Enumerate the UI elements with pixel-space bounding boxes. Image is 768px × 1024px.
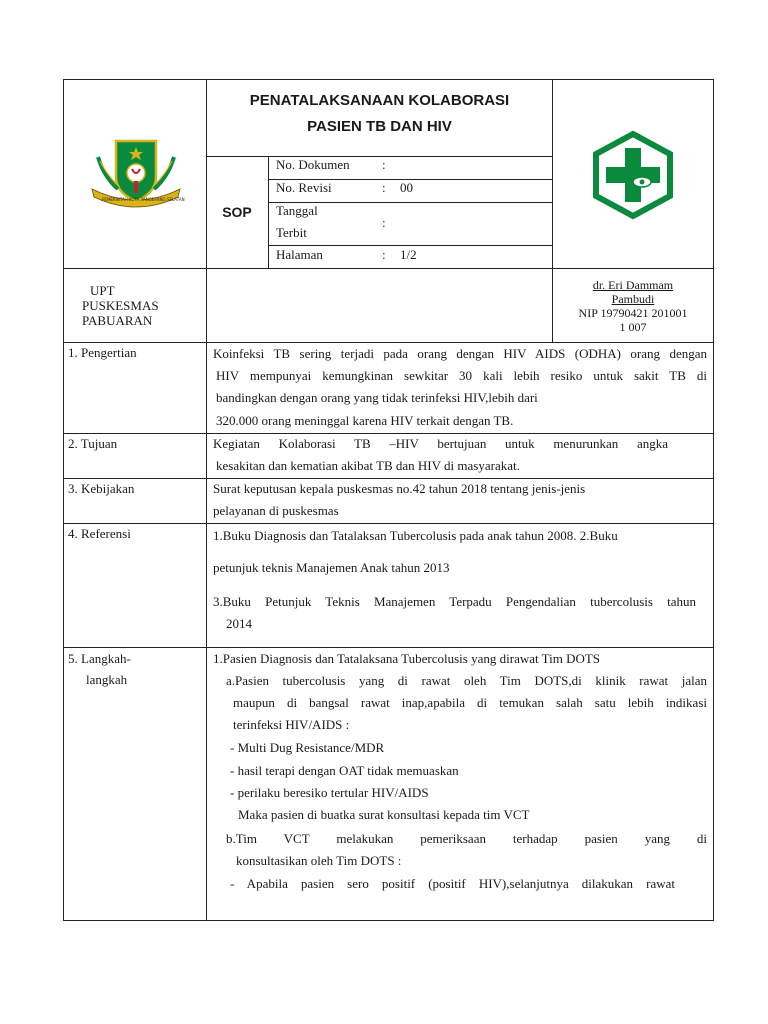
kebijakan-line-1: Surat keputusan kepala puskesmas no.42 tahun 2018 tentang jenis-jenis <box>213 481 586 496</box>
langkah-line-5: - Multi Dug Resistance/MDR <box>230 740 385 755</box>
header-end-divider <box>63 342 714 343</box>
referensi-line-1: 1.Buku Diagnosis dan Tatalaksan Tubercolusis pada anak tahun 2008. 2.Buku <box>213 528 618 543</box>
pengertian-line-1: Koinfeksi TB sering terjadi pada orang dengan HIV AIDS (ODHA) orang dengan <box>213 346 707 361</box>
signer-name-2: Pambudi <box>611 292 655 306</box>
pengertian-line-4: 320.000 orang meninggal karena HIV terkait dengan TB. <box>216 413 514 428</box>
row-divider-1 <box>63 433 714 434</box>
field-value-revisi: 00 <box>400 180 413 195</box>
field-value-halaman: 1/2 <box>400 247 417 262</box>
langkah-line-1: 1.Pasien Diagnosis dan Tatalaksana Tubercolusis yang dirawat Tim DOTS <box>213 651 601 666</box>
signer-nip-2: 1 007 <box>619 320 647 334</box>
label-referensi: 4. Referensi <box>68 526 131 541</box>
label-pengertian: 1. Pengertian <box>68 345 137 360</box>
label-langkah-1: 5. Langkah- <box>68 651 131 666</box>
emblem-ribbon-text: PEMERINTAH KOTA TANGERANG SELATAN <box>102 197 185 202</box>
pengertian-line-3: bandingkan dengan orang yang tidak terinfeksi HIV,lebih dari <box>216 390 538 405</box>
langkah-line-11: - Apabila pasien sero positif (positif HIV),selanjutnya dilakukan rawat <box>230 876 675 891</box>
langkah-line-7: - perilaku beresiko tertular HIV/AIDS <box>230 785 429 800</box>
title-line-2: PASIEN TB DAN HIV <box>307 118 452 135</box>
puskesmas-logo <box>590 132 676 218</box>
pengertian-line-2: HIV mempunyai kemungkinan sewkitar 30 kali lebih resiko untuk sakit TB di <box>216 368 707 383</box>
field-sep-tanggal: : <box>382 215 386 230</box>
org-name <box>82 283 202 328</box>
label-kebijakan: 3. Kebijakan <box>68 481 135 496</box>
content-col-divider <box>206 342 207 921</box>
referensi-line-3: 3.Buku Petunjuk Teknis Manajemen Terpadu Pengendalian tubercolusis tahun <box>213 594 696 609</box>
header-bottom-divider <box>63 268 714 269</box>
health-cross-icon <box>590 132 676 218</box>
signer-nip-1: NIP 19790421 201001 <box>578 306 688 320</box>
label-langkah-2: langkah <box>86 672 128 687</box>
langkah-line-2: a.Pasien tubercolusis yang di rawat oleh Tim DOTS,di klinik rawat jalan <box>226 673 707 688</box>
referensi-line-4: 2014 <box>226 616 252 631</box>
field-sep-halaman: : <box>382 247 386 262</box>
page-title <box>206 88 553 140</box>
field-label-dokumen: No. Dokumen <box>276 157 350 172</box>
field-sep-dokumen: : <box>382 157 386 172</box>
title-divider <box>206 156 553 157</box>
langkah-line-8: Maka pasien di buatka surat konsultasi kepada tim VCT <box>238 807 530 822</box>
langkah-line-10: konsultasikan oleh Tim DOTS : <box>236 853 402 868</box>
city-emblem-logo <box>88 137 184 215</box>
row-divider-2 <box>63 478 714 479</box>
field-sep-revisi: : <box>382 180 386 195</box>
org-line-1: UPT <box>90 283 115 298</box>
kebijakan-line-2: pelayanan di puskesmas <box>213 503 339 518</box>
field-label-halaman: Halaman <box>276 247 323 262</box>
title-line-1: PENATALAKSANAAN KOLABORASI <box>249 92 510 109</box>
referensi-line-2: petunjuk teknis Manajemen Anak tahun 2013 <box>213 560 450 575</box>
field-label-tanggal: Tanggal <box>276 203 318 218</box>
field-label-revisi: No. Revisi <box>276 180 332 195</box>
tujuan-line-1: Kegiatan Kolaborasi TB –HIV bertujuan untuk menurunkan angka <box>213 436 668 451</box>
sop-label: SOP <box>222 204 252 220</box>
row-divider-3 <box>63 523 714 524</box>
table-border-left <box>63 79 64 921</box>
org-line-2: PUSKESMAS <box>82 298 159 313</box>
table-border-right <box>713 79 714 921</box>
label-tujuan: 2. Tujuan <box>68 436 118 451</box>
field-label-terbit: Terbit <box>276 225 307 240</box>
table-border-bottom <box>63 920 714 921</box>
table-border-top <box>63 79 714 80</box>
langkah-line-9: b.Tim VCT melakukan pemeriksaan terhadap pasien yang di <box>226 831 707 846</box>
langkah-line-6: - hasil terapi dengan OAT tidak memuaskan <box>230 763 459 778</box>
sop-col-divider <box>268 156 269 268</box>
row-divider-4 <box>63 647 714 648</box>
org-line-3: PABUARAN <box>82 313 153 328</box>
tujuan-line-2: kesakitan dan kematian akibat TB dan HIV di masyarakat. <box>216 458 520 473</box>
field-divider-3 <box>268 245 553 246</box>
signer-block <box>553 278 713 334</box>
langkah-line-3: maupun di bangsal rawat inap,apabila di temukan salah satu lebih indikasi <box>233 695 707 710</box>
langkah-line-4: terinfeksi HIV/AIDS : <box>233 717 350 732</box>
signer-name-1: dr. Eri Dammam <box>592 278 674 292</box>
